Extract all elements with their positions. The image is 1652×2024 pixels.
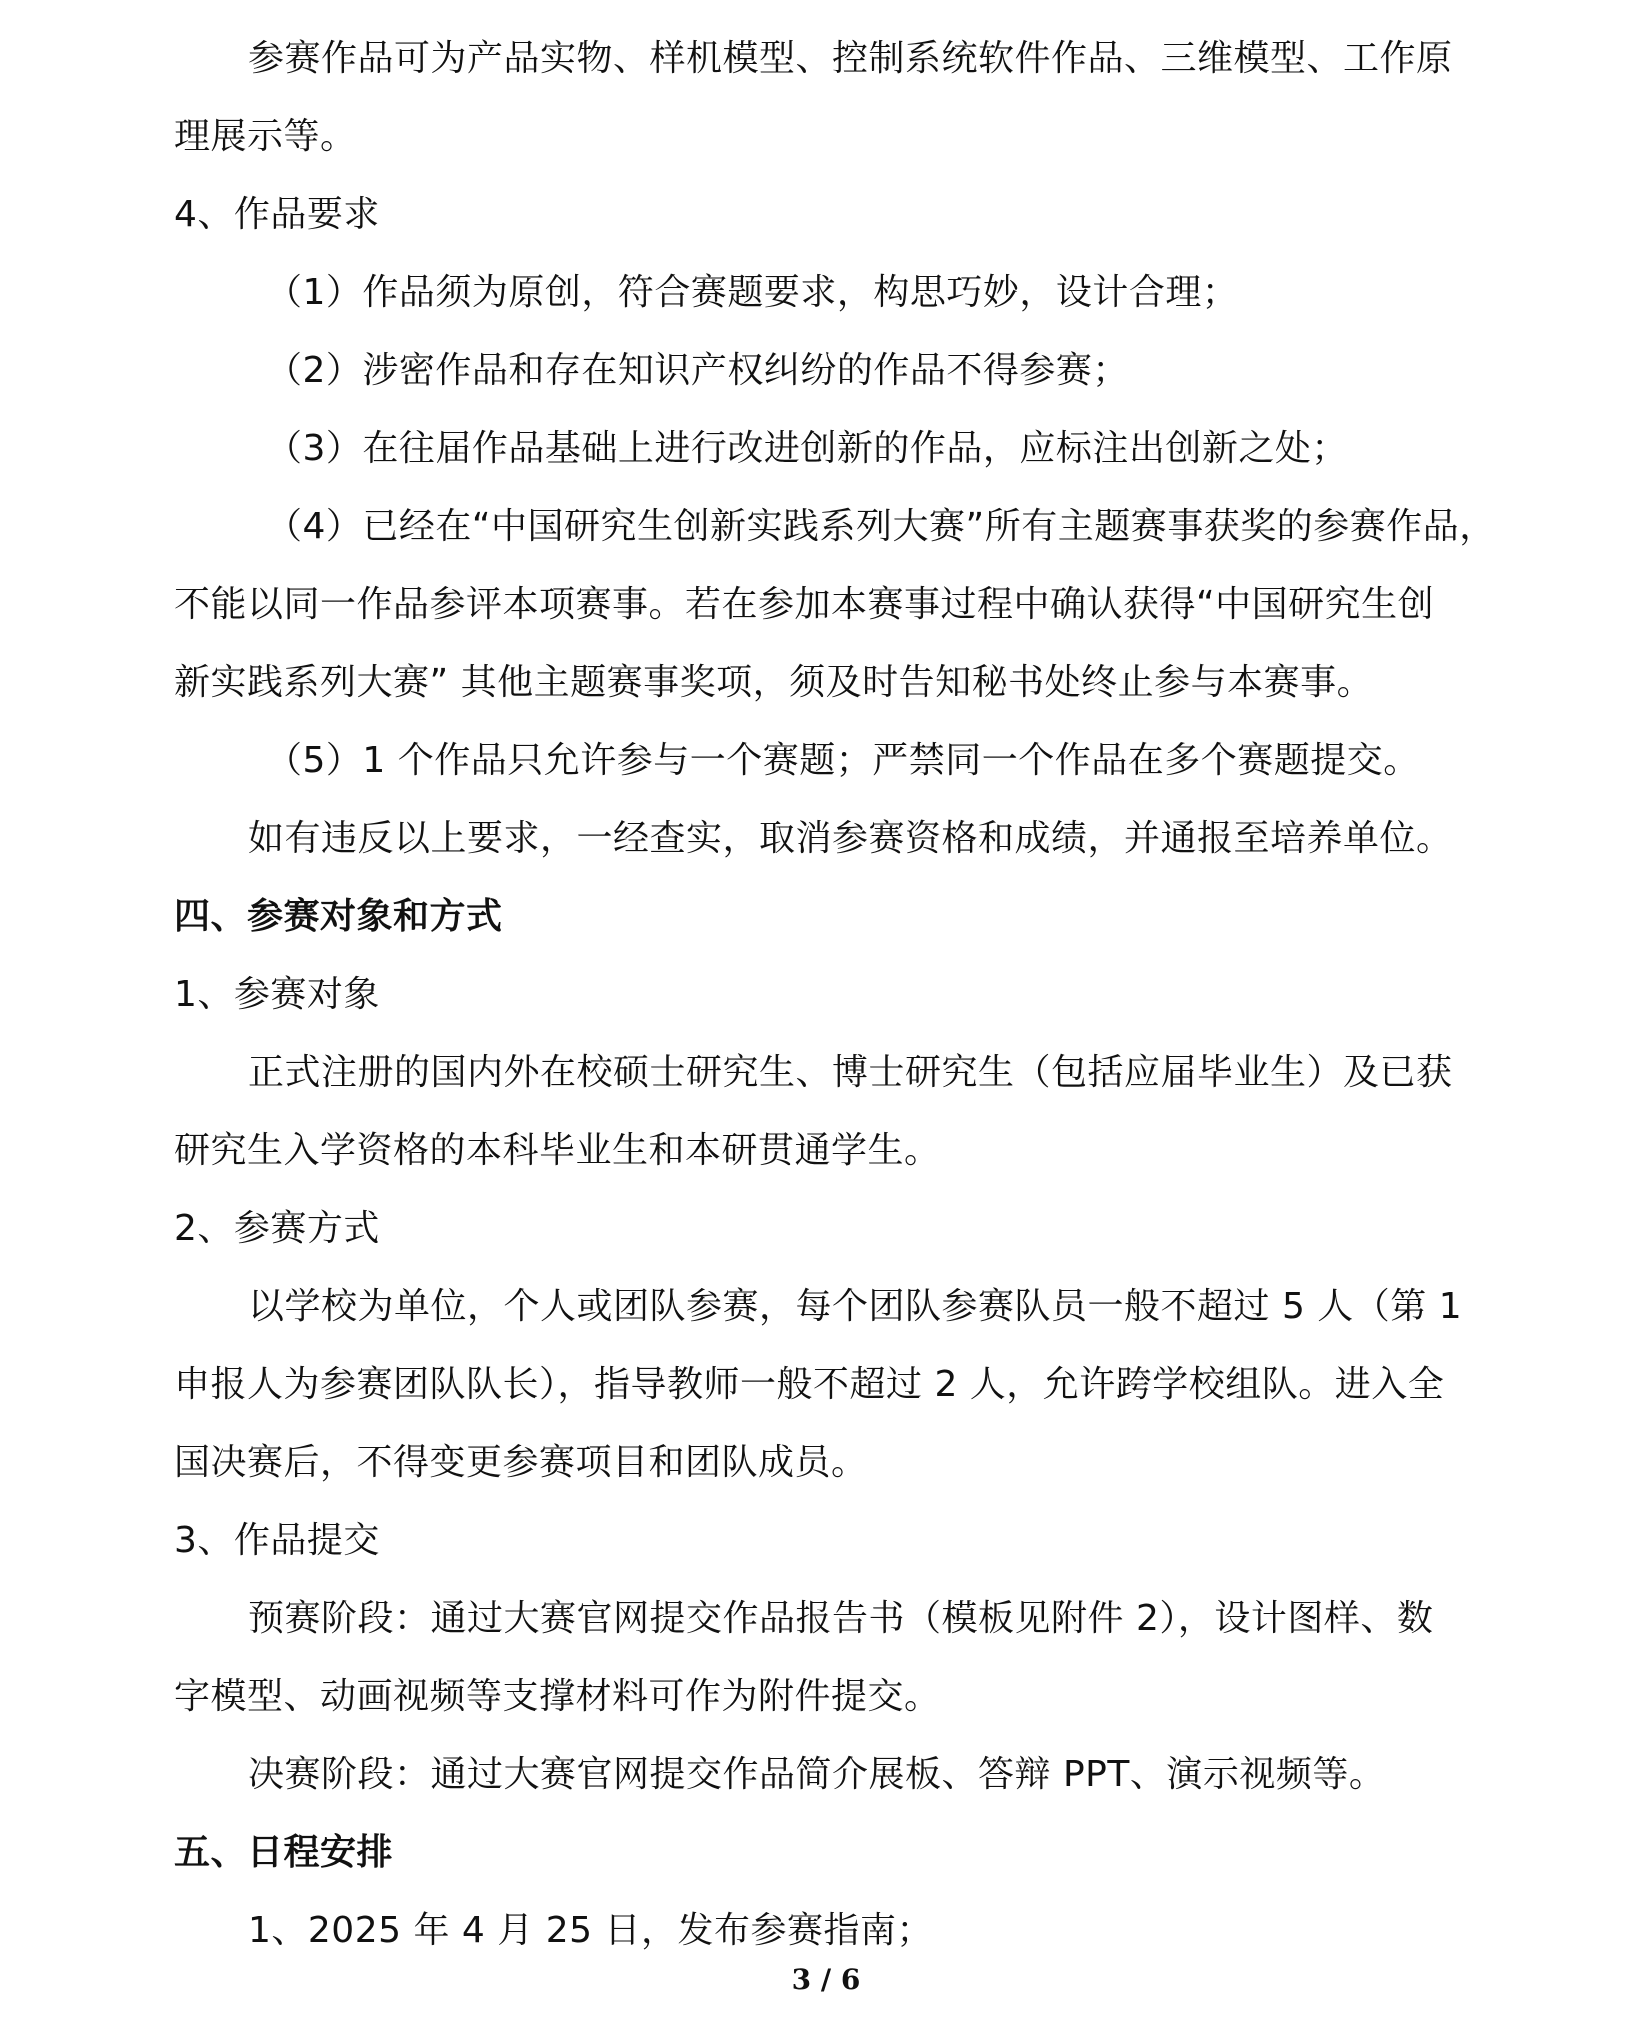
section-heading: 四、参赛对象和方式 [174, 896, 503, 937]
document-body [174, 20, 1496, 1970]
page-number: 3 / 6 [791, 1963, 861, 1996]
text-line: 参赛作品可为产品实物、样机模型、控制系统软件作品、三维模型、工作原 [248, 38, 1453, 79]
text-line: 正式注册的国内外在校硕士研究生、博士研究生（包括应届毕业生）及已获 [248, 1052, 1453, 1093]
text-line: 预赛阶段：通过大赛官网提交作品报告书（模板见附件 2），设计图样、数 [248, 1598, 1434, 1639]
text-line: （5）1 个作品只允许参与一个赛题；严禁同一个作品在多个赛题提交。 [266, 740, 1420, 781]
text-line: 以学校为单位，个人或团队参赛，每个团队参赛队员一般不超过 5 人（第 1 [248, 1286, 1463, 1327]
text-line: （3）在往届作品基础上进行改进创新的作品，应标注出创新之处； [266, 428, 1348, 469]
text-line: 研究生入学资格的本科毕业生和本研贯通学生。 [174, 1130, 941, 1171]
text-line: 申报人为参赛团队队长），指导教师一般不超过 2 人，允许跨学校组队。进入全 [174, 1364, 1445, 1405]
text-line: 3、作品提交 [174, 1520, 380, 1561]
text-line: 不能以同一作品参评本项赛事。若在参加本赛事过程中确认获得“中国研究生创 [174, 584, 1435, 625]
text-line: （2）涉密作品和存在知识产权纠纷的作品不得参赛； [266, 350, 1129, 391]
section-heading: 五、日程安排 [174, 1832, 394, 1873]
text-line: 字模型、动画视频等支撑材料可作为附件提交。 [174, 1676, 941, 1717]
text-line: 如有违反以上要求，一经查实，取消参赛资格和成绩，并通报至培养单位。 [248, 818, 1453, 859]
text-line: 1、2025 年 4 月 25 日，发布参赛指南； [248, 1910, 933, 1951]
text-line: 新实践系列大赛” 其他主题赛事奖项，须及时告知秘书处终止参与本赛事。 [174, 662, 1374, 703]
text-line: 1、参赛对象 [174, 974, 380, 1015]
text-line: 决赛阶段：通过大赛官网提交作品简介展板、答辩 PPT、演示视频等。 [248, 1754, 1386, 1795]
text-line: 4、作品要求 [174, 194, 380, 235]
text-line: 2、参赛方式 [174, 1208, 380, 1249]
text-line: 理展示等。 [174, 116, 357, 157]
text-line: （4）已经在“中国研究生创新实践系列大赛”所有主题赛事获奖的参赛作品， [266, 506, 1496, 547]
text-line: （1）作品须为原创，符合赛题要求，构思巧妙，设计合理； [266, 272, 1239, 313]
text-line: 国决赛后，不得变更参赛项目和团队成员。 [174, 1442, 868, 1483]
